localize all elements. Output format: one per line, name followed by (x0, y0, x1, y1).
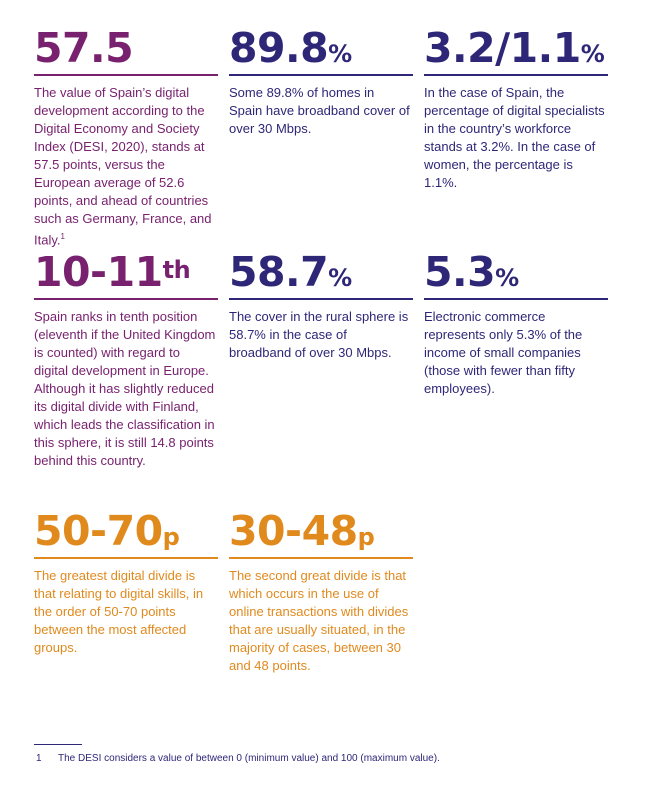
stat-value: 5.3% (424, 248, 519, 296)
footnote-ref: 1 (60, 232, 65, 241)
stat-description: Some 89.8% of homes in Spain have broadband cover of over 30 Mbps. (229, 85, 410, 136)
footnote-divider (34, 744, 82, 745)
footnote (36, 752, 440, 765)
stat-digital-skills-divide (34, 509, 218, 657)
stat-description: Electronic commerce represents only 5.3% of the income of small companies (those with fewer than fifty employees). (424, 309, 583, 396)
divider (424, 74, 608, 76)
stat-online-transactions-divide (229, 509, 413, 675)
divider (34, 74, 218, 76)
stat-description: The greatest digital divide is that relating to digital skills, in the order of 50-70 points between the most affected groups. (34, 568, 204, 655)
footnote-text: The DESI considers a value of between 0 (minimum value) and 100 (maximum value). (58, 753, 440, 764)
stat-digital-specialists (424, 26, 608, 192)
stat-description: The second great divide is that which occurs in the use of online transactions with divides that are usually situated, in the majority of cases, between 30 and 48 points. (229, 568, 409, 673)
stat-value: 89.8% (229, 24, 352, 72)
stat-description: The cover in the rural sphere is 58.7% in the case of broadband of over 30 Mbps. (229, 309, 409, 360)
stat-value: 10-11th (34, 248, 191, 296)
stat-rural-cover (229, 250, 413, 362)
divider (34, 557, 218, 559)
stat-value: 57.5 (34, 24, 134, 72)
stat-value: 30-48p (229, 507, 375, 555)
footnote-number: 1 (36, 753, 42, 764)
divider (229, 298, 413, 300)
stat-ecommerce (424, 250, 608, 398)
stat-desi-score (34, 26, 218, 249)
stat-description: The value of Spain’s digital development according to the Digital Economy and Society Index (DESI, 2020), stands at 57.5 points, versus the European average of 52.6 points, and ahead of countries such as Germany, France, and Italy.$^1$ (34, 85, 212, 248)
divider (34, 298, 218, 300)
divider (424, 298, 608, 300)
stat-europe-rank (34, 250, 218, 470)
divider (229, 557, 413, 559)
stat-description: Spain ranks in tenth position (eleventh if the United Kingdom is counted) with regard to digital development in Europe. Although it has slightly reduced its digital divide with Finland, which leads the classification in this sphere, it is still 14.8 points behind this country. (34, 309, 216, 468)
stat-broadband-homes (229, 26, 413, 138)
stat-description: In the case of Spain, the percentage of digital specialists in the country’s workforce stands at 3.2%. In the case of women, the percentage is 1.1%. (424, 85, 605, 190)
stat-value: 50-70p (34, 507, 180, 555)
stat-value: 58.7% (229, 248, 352, 296)
stat-value: 3.2/1.1% (424, 24, 605, 72)
divider (229, 74, 413, 76)
